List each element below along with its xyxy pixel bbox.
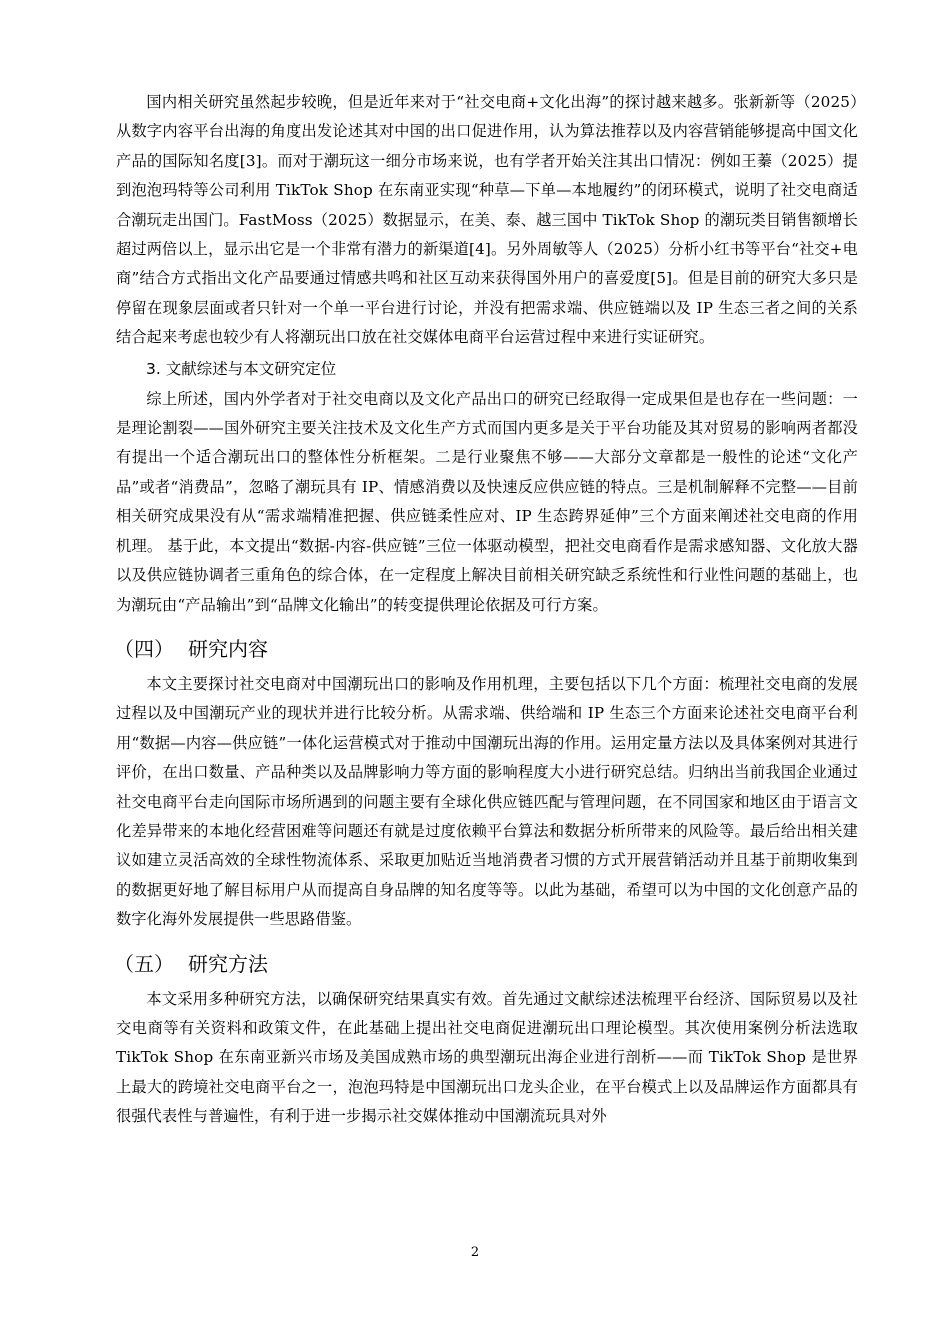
page-number: 2 <box>470 1245 480 1260</box>
section-title: 研究方法 <box>188 951 268 976</box>
document-page <box>116 88 858 1132</box>
paragraph-domestic-research: 国内相关研究虽然起步较晚，但是近年来对于“社交电商+文化出海”的探讨越来越多。张新新等（2025）从数字内容平台出海的角度出发论述其对中国的出口促进作用，认为算法推荐以及内容营销能够提高中国文化产品的国际知名度[3]。而对于潮玩这一细分市场来说，也有学者开始关注其出口情况：例如王蓁（2025）提到泡泡玛特等公司利用 TikTok Shop 在东南亚实现“种草—下单—本地履约”的闭环模式，说明了社交电商适合潮玩走出国门。FastMoss（2025）数据显示，在美、泰、越三国中 TikTok Shop 的潮玩类目销售额增长超过两倍以上，显示出它是一个非常有潜力的新渠道[4]。另外周敏等人（2025）分析小红书等平台“社交+电商”结合方式指出文化产品要通过情感共鸣和社区互动来获得国外用户的喜爱度[5]。但是目前的研究大多只是停留在现象层面或者只针对一个单一平台进行讨论，并没有把需求端、供应链端以及 IP 生态三者之间的关系结合起来考虑也较少有人将潮玩出口放在社交媒体电商平台运营过程中来进行实证研究。 <box>116 93 858 347</box>
paragraph-summary: 综上所述，国内外学者对于社交电商以及文化产品出口的研究已经取得一定成果但是也存在一些问题：一是理论割裂——国外研究主要关注技术及文化生产方式而国内更多是关于平台功能及其对贸易的影响两者都没有提出一个适合潮玩出口的整体性分析框架。二是行业聚焦不够——大部分文章都是一般性的论述“文化产品”或者“消费品”，忽略了潮玩具有 IP、情感消费以及快速反应供应链的特点。三是机制解释不完整——目前相关研究成果没有从“需求端精准把握、供应链柔性应对、IP 生态跨界延伸”三个方面来阐述社交电商的作用机理。 基于此，本文提出“数据-内容-供应链”三位一体驱动模型，把社交电商看作是需求感知器、文化放大器以及供应链协调者三重角色的综合体，在一定程度上解决目前相关研究缺乏系统性和行业性问题的基础上，也为潮玩由“产品输出”到“品牌文化输出”的转变提供理论依据及可行方案。 <box>116 389 858 614</box>
section-heading-literature-review: 3. 文献综述与本文研究定位 <box>146 359 337 378</box>
section-heading-research-content <box>114 632 858 666</box>
section-number: （四） <box>114 636 174 661</box>
paragraph-research-methods: 本文采用多种研究方法，以确保研究结果真实有效。首先通过文献综述法梳理平台经济、国际贸易以及社交电商等有关资料和政策文件，在此基础上提出社交电商促进潮玩出口理论模型。其次使用案例分析法选取 TikTok Shop 在东南亚新兴市场及美国成熟市场的典型潮玩出海企业进行剖析——而 TikTok Shop 是世界上最大的跨境社交电商平台之一，泡泡玛特是中国潮玩出口龙头企业，在平台模式上以及品牌运作方面都具有很强代表性与普遍性，有利于进一步揭示社交媒体推动中国潮流玩具对外 <box>116 989 858 1126</box>
section-title: 研究内容 <box>188 636 268 661</box>
paragraph-research-content: 本文主要探讨社交电商对中国潮玩出口的影响及作用机理，主要包括以下几个方面：梳理社交电商的发展过程以及中国潮玩产业的现状并进行比较分析。从需求端、供给端和 IP 生态三个方面来论述社交电商平台利用“数据—内容—供应链”一体化运营模式对于推动中国潮玩出海的作用。运用定量方法以及具体案例对其进行评价，在出口数量、产品种类以及品牌影响力等方面的影响程度大小进行研究总结。归纳出当前我国企业通过社交电商平台走向国际市场所遇到的问题主要有全球化供应链匹配与管理问题，在不同国家和地区由于语言文化差异带来的本地化经营困难等问题还有就是过度依赖平台算法和数据分析所带来的风险等。最后给出相关建议如建立灵活高效的全球性物流体系、采取更加贴近当地消费者习惯的方式开展营销活动并且基于前期收集到的数据更好地了解目标用户从而提高自身品牌的知名度等等。以此为基础，希望可以为中国的文化创意产品的数字化海外发展提供一些思路借鉴。 <box>116 674 858 929</box>
section-number: （五） <box>114 951 174 976</box>
section-heading-research-methods <box>114 947 858 981</box>
